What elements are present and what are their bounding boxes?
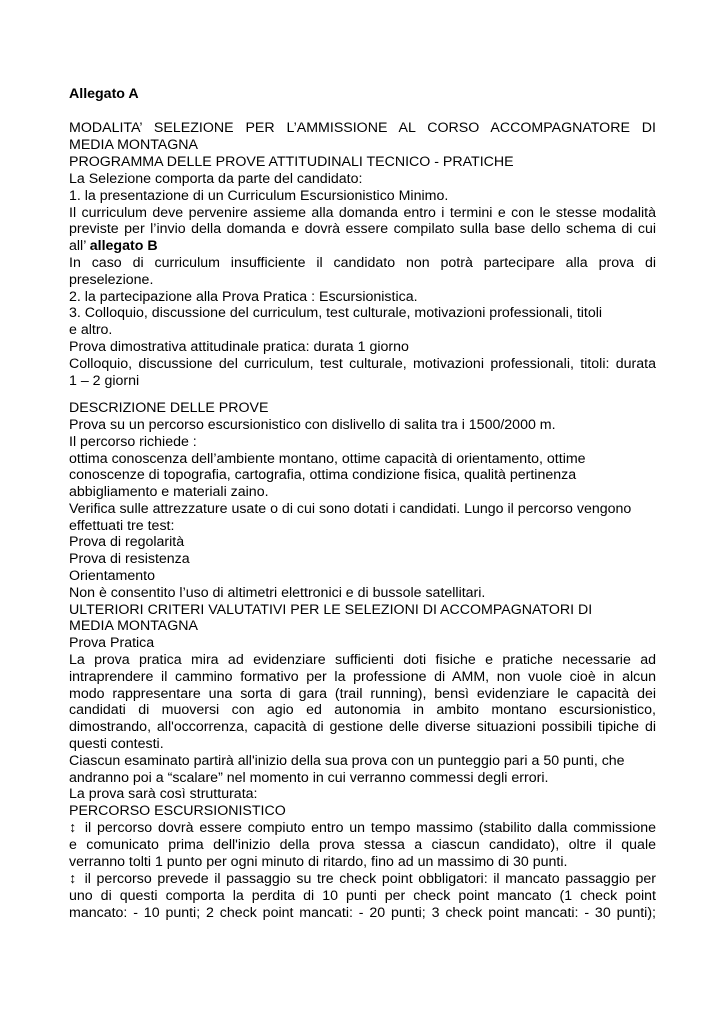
bullet-line xyxy=(69,871,656,888)
text-line: In caso di curriculum insufficiente il candidato non potrà partecipare alla prova di xyxy=(69,255,656,271)
text-line: Ciascun esaminato partirà all'inizio della sua prova con un punteggio pari a 50 punti, che xyxy=(69,753,625,769)
text-line: Verifica sulle attrezzature usate o di cui sono dotati i candidati. Lungo il percorso vengono xyxy=(69,501,632,517)
text-line: uno di questi comporta la perdita di 10 punti per check point mancato (1 check point xyxy=(69,888,656,904)
text-line: Colloquio, discussione del curriculum, test culturale, motivazioni professionali, titoli: durata xyxy=(69,356,656,372)
text-line: 2. la partecipazione alla Prova Pratica : Escursionistica. xyxy=(69,289,418,305)
bullet-line xyxy=(69,820,656,837)
section-title-line-2: MEDIA MONTAGNA xyxy=(69,137,199,153)
text-line: modo rappresentare una sorta di gara (trail running), bensì evidenziare le capacità dei xyxy=(69,686,656,702)
text-line: 1. la presentazione di un Curriculum Escursionistico Minimo. xyxy=(69,188,449,204)
attachment-reference: allegato B xyxy=(89,238,158,254)
text-line: dimostrando, all'occorrenza, capacità di gestione delle diverse situazioni possibili tipiche di xyxy=(69,719,656,735)
text-line: Prova su un percorso escursionistico con dislivello di salita tra i 1500/2000 m. xyxy=(69,417,556,433)
subheading: Prova Pratica xyxy=(69,635,155,651)
text-line: preselezione. xyxy=(69,272,154,288)
text-line: effettuati tre test: xyxy=(69,518,175,534)
text-line: abbigliamento e materiali zaino. xyxy=(69,484,269,500)
text-line: La prova sarà così strutturata: xyxy=(69,786,258,802)
bullet-text: il percorso prevede il passaggio su tre check point obbligatori: il mancato passaggio per xyxy=(84,871,656,887)
text-line: andranno poi a “scalare” nel momento in cui verranno commessi degli errori. xyxy=(69,770,549,786)
bullet-text: il percorso dovrà essere compiuto entro un tempo massimo (stabilito dalla commissione xyxy=(84,820,656,836)
text-line: candidati di muoversi con agio ed autonomia in ambito montano escursionistico, xyxy=(69,702,656,718)
text-line: Il percorso richiede : xyxy=(69,434,197,450)
section-heading: ULTERIORI CRITERI VALUTATIVI PER LE SELEZIONI DI ACCOMPAGNATORI DI xyxy=(69,602,593,618)
test-item: Prova di regolarità xyxy=(69,534,185,550)
text-line: questi contesti. xyxy=(69,736,164,752)
attachment-heading: Allegato A xyxy=(69,86,139,102)
text-line xyxy=(69,238,158,255)
test-item: Prova di resistenza xyxy=(69,551,190,567)
section-heading: MEDIA MONTAGNA xyxy=(69,618,199,634)
text-line: La Selezione comporta da parte del candidato: xyxy=(69,171,363,187)
text-line: Non è consentito l’uso di altimetri elettronici e di bussole satellitari. xyxy=(69,585,486,601)
text-line: verranno tolti 1 punto per ogni minuto di ritardo, fino ad un massimo di 30 punti. xyxy=(69,854,568,870)
text-line: e comunicato prima dell'inizio della prova stessa a ciascun candidato), oltre il quale xyxy=(69,837,656,853)
text-line: e altro. xyxy=(69,322,113,338)
section-heading: PERCORSO ESCURSIONISTICO xyxy=(69,803,286,819)
text-line: mancato: - 10 punti; 2 check point mancati: - 20 punti; 3 check point mancati: - 30 punti); xyxy=(69,905,656,921)
text-line: Prova dimostrativa attitudinale pratica: durata 1 giorno xyxy=(69,339,409,355)
section-title-line-1: MODALITA’ SELEZIONE PER L’AMMISSIONE AL CORSO ACCOMPAGNATORE DI xyxy=(69,120,656,136)
text-line: Il curriculum deve pervenire assieme alla domanda entro i termini e con le stesse modalità xyxy=(69,205,656,221)
text-line: 1 – 2 giorni xyxy=(69,373,140,389)
text-line: intraprendere il cammino formativo per la professione di AMM, non vuole cioè in alcun xyxy=(69,669,656,685)
text-line: ottima conoscenza dell’ambiente montano, ottime capacità di orientamento, ottime xyxy=(69,451,586,467)
text-line: La prova pratica mira ad evidenziare sufficienti doti fisiche e pratiche necessarie ad xyxy=(69,652,656,668)
vertical-double-arrow-icon: ↕ xyxy=(69,820,77,836)
test-item: Orientamento xyxy=(69,568,155,584)
text-line: 3. Colloquio, discussione del curriculum, test culturale, motivazioni professionali, titoli xyxy=(69,305,603,321)
text-line: conoscenze di topografia, cartografia, ottima condizione fisica, qualità pertinenza xyxy=(69,467,577,483)
text-line: previste per l’invio della domanda e dovrà essere compilato sulla base dello schema di cui xyxy=(69,221,656,237)
program-heading: PROGRAMMA DELLE PROVE ATTITUDINALI TECNICO - PRATICHE xyxy=(69,154,514,170)
text-fragment: all’ xyxy=(69,238,90,254)
vertical-double-arrow-icon: ↕ xyxy=(69,871,77,887)
section-heading: DESCRIZIONE DELLE PROVE xyxy=(69,400,269,416)
